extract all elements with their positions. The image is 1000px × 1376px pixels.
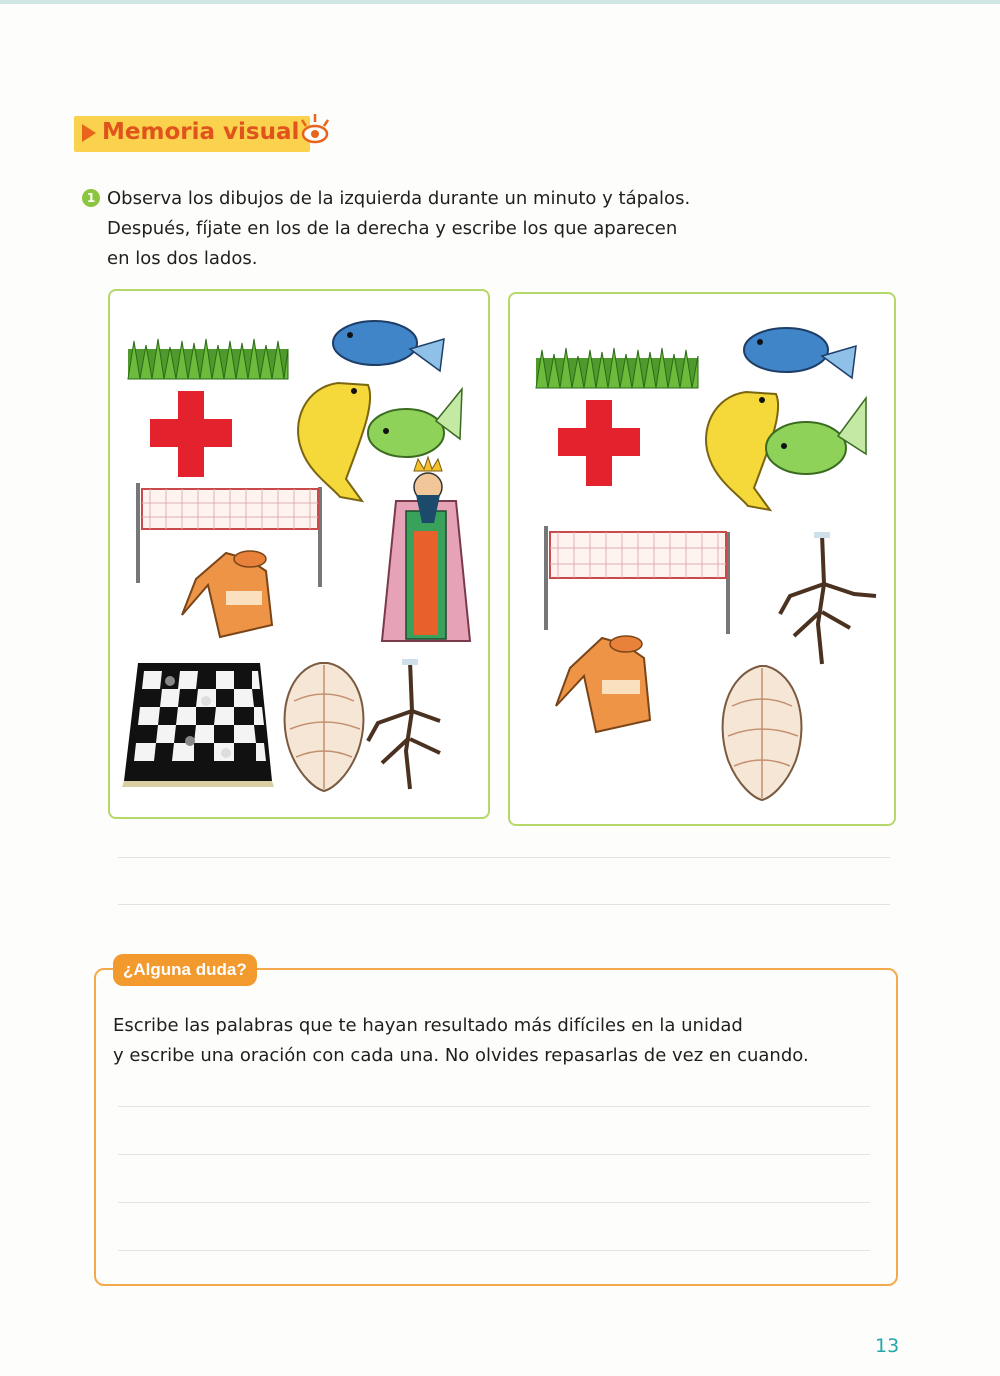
king-picture — [382, 457, 470, 641]
answer-line[interactable] — [118, 1106, 870, 1107]
doubt-label: ¿Alguna duda? — [113, 954, 257, 986]
turtle-shell-picture — [285, 663, 364, 791]
blue-fish-picture — [744, 328, 856, 378]
doubt-instruction — [113, 1011, 843, 1071]
volleyball-net-picture — [546, 526, 728, 634]
chessboard-picture — [122, 663, 274, 787]
red-cross-horizontal — [150, 419, 232, 447]
green-fish-picture — [766, 398, 866, 474]
eye-icon — [294, 108, 338, 152]
root-picture — [780, 532, 876, 664]
instruction-line-3: en los dos lados. — [107, 248, 258, 269]
green-fish-picture — [368, 389, 462, 457]
answer-line[interactable] — [118, 1202, 870, 1203]
doubt-line-2: y escribe una oración con cada una. No olvides repasarlas de vez en cuando. — [113, 1045, 809, 1066]
right-picture-panel — [508, 292, 896, 826]
section-title: Memoria visual — [102, 119, 300, 145]
section-arrow-icon — [82, 124, 96, 142]
grass-picture — [128, 339, 288, 379]
exercise-number: 1 — [82, 189, 100, 207]
instruction-line-2: Después, fíjate en los de la derecha y escribe los que aparecen — [107, 218, 678, 239]
answer-line[interactable] — [118, 1154, 870, 1155]
blue-fish-picture — [333, 321, 444, 371]
sweater-picture — [556, 636, 650, 732]
top-color-strip — [0, 0, 1000, 4]
doubt-line-1: Escribe las palabras que te hayan resultado más difíciles en la unidad — [113, 1015, 743, 1036]
answer-line[interactable] — [118, 857, 890, 858]
root-picture — [368, 659, 440, 789]
sweater-picture — [182, 551, 272, 637]
answer-line[interactable] — [118, 904, 890, 905]
left-picture-panel — [108, 289, 490, 819]
page-number: 13 — [875, 1335, 900, 1357]
instruction-line-1: Observa los dibujos de la izquierda durante un minuto y tápalos. — [107, 188, 691, 209]
turtle-shell-picture — [723, 666, 802, 800]
red-cross-horizontal — [558, 428, 640, 456]
yellow-fish-picture — [298, 383, 370, 501]
answer-line[interactable] — [118, 1250, 870, 1251]
grass-picture — [536, 348, 698, 388]
exercise-instruction — [82, 184, 722, 274]
